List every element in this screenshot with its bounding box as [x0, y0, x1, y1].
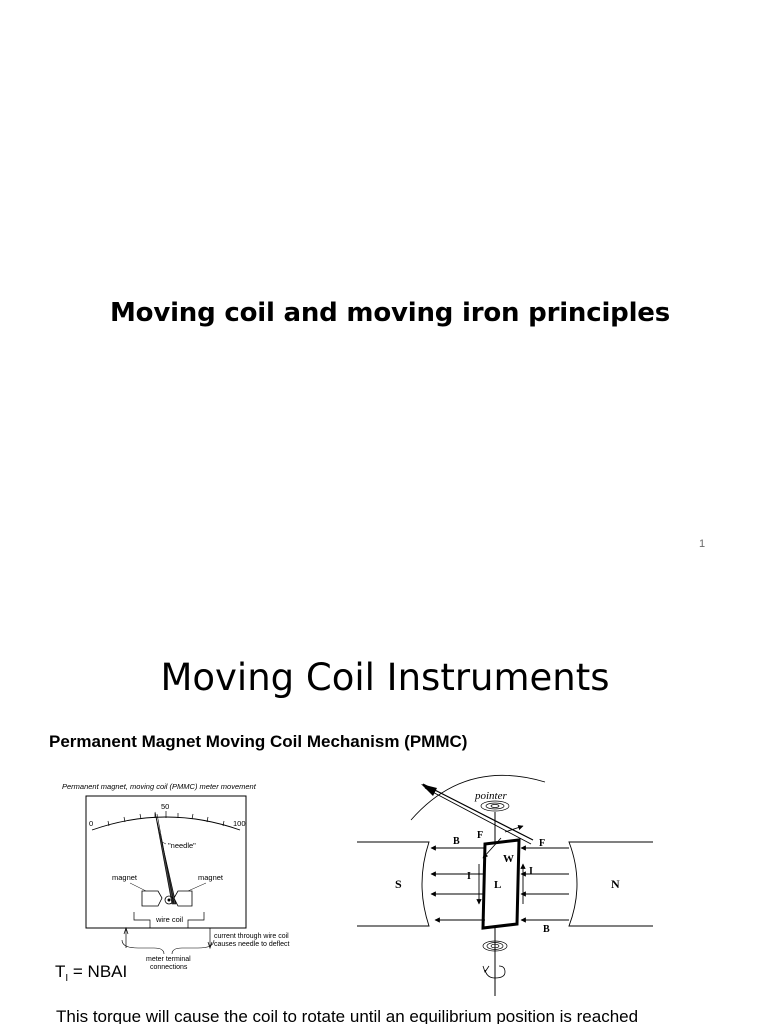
current-note-2: causes needle to deflect [214, 941, 290, 948]
magnet-right-label: magnet [198, 873, 224, 882]
current-note-1: current through wire coil [214, 933, 289, 940]
scale-label-100: 100 [233, 819, 246, 828]
label-w: W [503, 853, 514, 865]
magnet-left [142, 891, 162, 906]
label-l: L [494, 879, 502, 891]
magnet-right [174, 891, 192, 906]
label-i-left: I [467, 871, 471, 882]
formula-subscript: I [65, 973, 69, 984]
body-text: This torque will cause the coil to rotate until an equilibrium position is reached [56, 1007, 639, 1024]
slide-2-title: Moving Coil Instruments [160, 656, 610, 699]
coil-label: wire coil [156, 915, 184, 924]
needle-label: "needle" [168, 841, 196, 850]
label-b-top: B [453, 836, 460, 847]
figure-1-caption: Permanent magnet, moving coil (PMMC) meter movement [62, 782, 256, 791]
terminal-note-2: connections [150, 964, 188, 971]
formula-t: T [55, 962, 66, 981]
slide-1-title: Moving coil and moving iron principles [110, 298, 670, 328]
pole-s-label: S [395, 877, 402, 891]
coil-force-diagram [355, 764, 655, 996]
label-f-right: F [539, 838, 546, 849]
label-i-right: I [529, 866, 533, 877]
label-f-left: F [477, 830, 484, 841]
scale-label-0: 0 [89, 819, 94, 828]
south-pole-piece [357, 842, 429, 926]
slide-2-subtitle: Permanent Magnet Moving Coil Mechanism (PMMC) [49, 732, 468, 751]
meter-scale-arc [92, 817, 240, 830]
terminal-note-1: meter terminal [146, 956, 191, 963]
pole-n-label: N [611, 877, 620, 891]
pmmc-meter-diagram [58, 776, 308, 976]
page-number: 1 [699, 538, 706, 550]
scale-label-50: 50 [161, 802, 170, 811]
scale-ticks [108, 811, 224, 826]
torque-formula [55, 962, 127, 984]
label-b-bottom: B [543, 924, 550, 935]
slide-2 [0, 576, 768, 1024]
magnet-left-label: magnet [112, 873, 138, 882]
formula-rest: = NBAI [68, 962, 128, 981]
pointer-label: pointer [475, 790, 507, 802]
